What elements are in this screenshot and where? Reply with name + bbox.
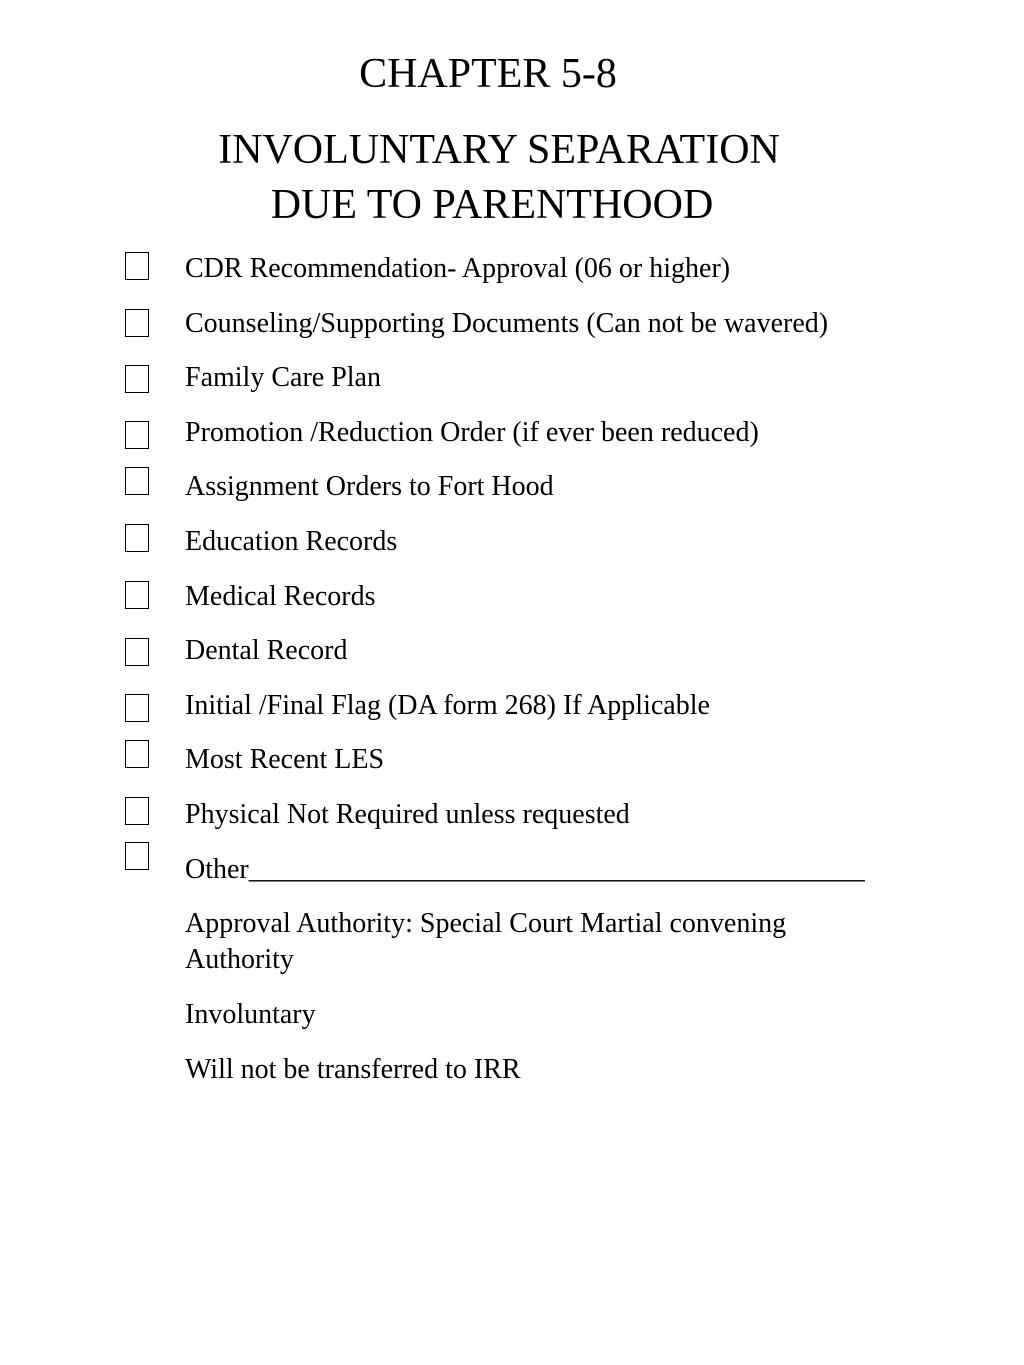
checkbox-assignment-orders[interactable] — [125, 467, 149, 495]
item-other: Other____________________________________________ — [185, 854, 865, 885]
item-medical-records: Medical Records — [185, 581, 376, 612]
irr-note: Will not be transferred to IRR — [185, 1054, 521, 1085]
page-title-line-1: INVOLUNTARY SEPARATION — [218, 127, 780, 173]
item-cdr-recommendation: CDR Recommendation- Approval (06 or higher) — [185, 253, 731, 284]
item-most-recent-les: Most Recent LES — [185, 744, 385, 775]
item-assignment-orders: Assignment Orders to Fort Hood — [185, 471, 554, 502]
separation-type-note: Involuntary — [185, 999, 316, 1030]
checkbox-family-care-plan[interactable] — [125, 365, 149, 393]
chapter-heading: CHAPTER 5-8 — [359, 51, 617, 97]
checkbox-education-records[interactable] — [125, 524, 149, 552]
item-promotion-reduction-order: Promotion /Reduction Order (if ever been reduced) — [185, 417, 759, 448]
checkbox-dental-record[interactable] — [125, 638, 149, 666]
item-family-care-plan: Family Care Plan — [185, 362, 381, 393]
item-dental-record: Dental Record — [185, 635, 348, 666]
item-education-records: Education Records — [185, 526, 398, 557]
checkbox-promotion-reduction-order[interactable] — [125, 421, 149, 449]
item-physical-not-required: Physical Not Required unless requested — [185, 799, 630, 830]
item-initial-final-flag: Initial /Final Flag (DA form 268) If Applicable — [185, 690, 710, 721]
checkbox-medical-records[interactable] — [125, 581, 149, 609]
checkbox-counseling-documents[interactable] — [125, 309, 149, 337]
item-counseling-documents: Counseling/Supporting Documents (Can not be wavered) — [185, 308, 829, 339]
checkbox-initial-final-flag[interactable] — [125, 694, 149, 722]
checkbox-most-recent-les[interactable] — [125, 740, 149, 768]
checkbox-physical-not-required[interactable] — [125, 797, 149, 825]
checkbox-cdr-recommendation[interactable] — [125, 252, 149, 280]
page-title-line-2: DUE TO PARENTHOOD — [270, 182, 714, 228]
checkbox-other[interactable] — [125, 842, 149, 870]
approval-authority-note: Approval Authority: Special Court Martial convening Authority — [185, 908, 787, 975]
